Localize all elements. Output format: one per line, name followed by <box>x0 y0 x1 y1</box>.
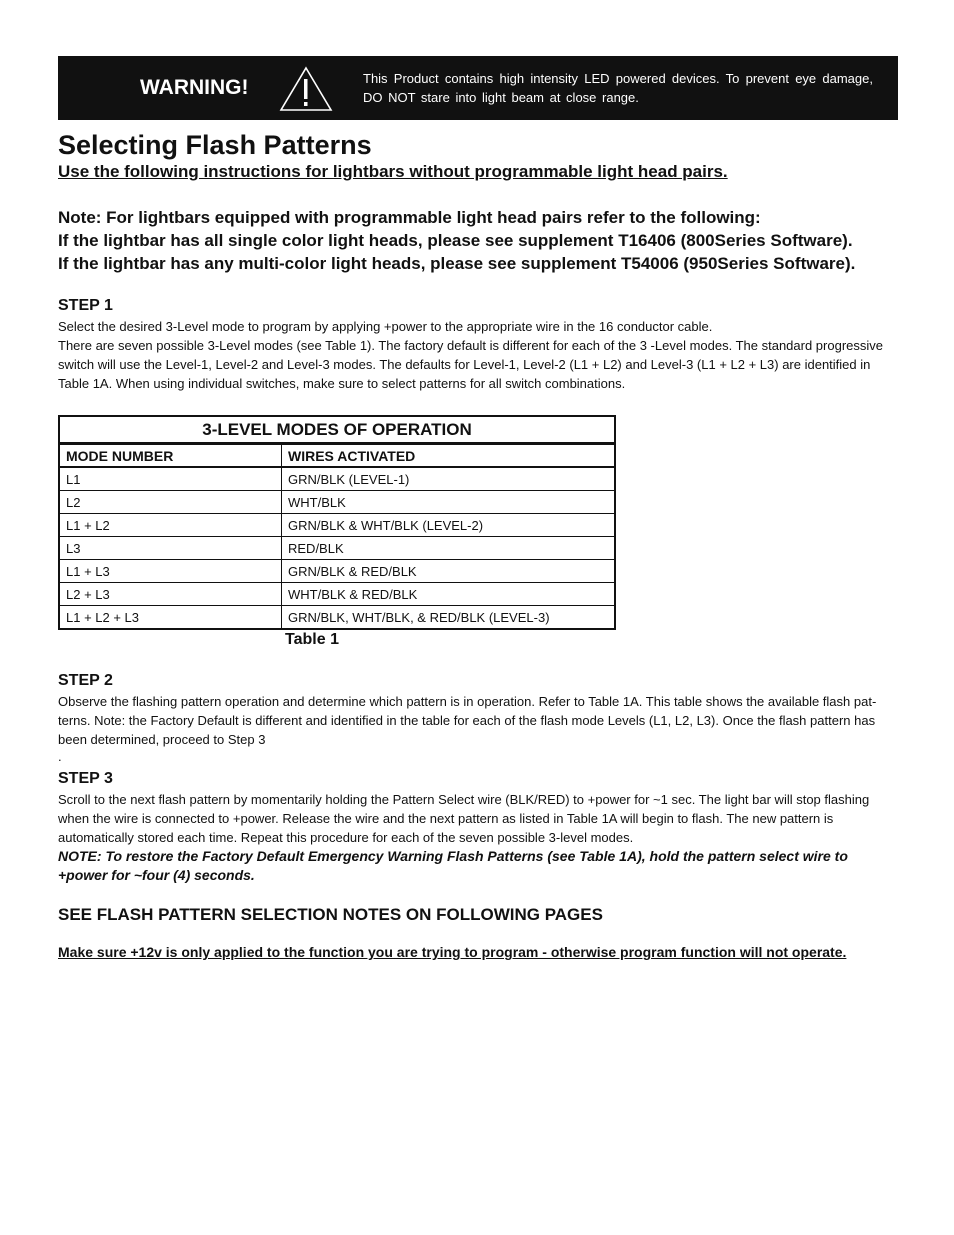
step3-paragraph: Scroll to the next flash pattern by momentarily holding the Pattern Select wire (BLK/RED) to +power for ~1 sec. The light bar will stop flashing when the wire is connected to +power. Release the wire and the next pattern as listed in Table 1A will begin to flash. The new pattern is automatically stored each time. Repeat this procedure for each of the seven possible 3-level modes. <box>58 792 870 845</box>
mode-cell: L1 + L2 + L3 <box>59 606 282 630</box>
power-warning-note: Make sure +12v is only applied to the function you are trying to program - otherwise program function will not operate. <box>58 944 847 960</box>
warning-title: WARNING! <box>140 76 249 99</box>
step2-paragraph: Observe the flashing pattern operation and determine which pattern is in operation. Refer to Table 1A. This table shows the available flash pat-terns. Note: the Factory Default is different and identified in the table for each of the flash mode Levels (L1, L2, L3). Once the flash pattern has been determined, proceed to Step 3 <box>58 694 877 747</box>
table-row <box>59 583 615 606</box>
document-page <box>58 56 898 962</box>
table-title: 3-LEVEL MODES OF OPERATION <box>59 416 615 444</box>
wires-cell: WHT/BLK & RED/BLK <box>282 583 616 606</box>
mode-cell: L1 <box>59 467 282 491</box>
column-header-mode: MODE NUMBER <box>59 444 282 468</box>
table-row <box>59 606 615 630</box>
warning-banner <box>58 56 898 120</box>
mode-cell: L1 + L2 <box>59 514 282 537</box>
step3-title: STEP 3 <box>58 770 113 787</box>
note-line: Note: For lightbars equipped with programmable light head pairs refer to the following: <box>58 208 761 227</box>
step1-paragraph: There are seven possible 3-Level modes (see Table 1). The factory default is different for each of the 3 -Level modes. The standard progressive switch will use the Level-1, Level-2 and Level-3 modes. The defaults for Level-1, Level-2 (L1 + L2) and Level-3 (L1 + L2 + L3) are identified in Table 1A. When using individual switches, make sure to select patterns for all switch combinations. <box>58 338 883 391</box>
modes-table <box>58 415 616 630</box>
column-header-wires: WIRES ACTIVATED <box>282 444 616 468</box>
table-row <box>59 537 615 560</box>
page-subtitle: Use the following instructions for lightbars without programmable light head pairs. <box>58 162 728 181</box>
table-row <box>59 514 615 537</box>
modes-table-container <box>58 415 616 649</box>
step1-title: STEP 1 <box>58 297 113 314</box>
mode-cell: L1 + L3 <box>59 560 282 583</box>
programmable-notes <box>58 206 898 275</box>
mode-cell: L2 <box>59 491 282 514</box>
wires-cell: RED/BLK <box>282 537 616 560</box>
step1-paragraph: Select the desired 3-Level mode to program by applying +power to the appropriate wire in the 16 conductor cable. <box>58 319 713 334</box>
note-line: If the lightbar has any multi-color light heads, please see supplement T54006 (950Series Software). <box>58 254 856 273</box>
table-row <box>59 560 615 583</box>
factory-default-note: NOTE: To restore the Factory Default Emergency Warning Flash Patterns (see Table 1A), hold the pattern select wire to +power for ~four (4) seconds. <box>58 848 848 883</box>
table-caption: Table 1 <box>285 631 339 648</box>
see-notes-heading: SEE FLASH PATTERN SELECTION NOTES ON FOLLOWING PAGES <box>58 905 603 924</box>
wires-cell: GRN/BLK & WHT/BLK (LEVEL-2) <box>282 514 616 537</box>
table-row <box>59 467 615 491</box>
wires-cell: GRN/BLK (LEVEL-1) <box>282 467 616 491</box>
mode-cell: L3 <box>59 537 282 560</box>
wires-cell: GRN/BLK & RED/BLK <box>282 560 616 583</box>
wires-cell: GRN/BLK, WHT/BLK, & RED/BLK (LEVEL-3) <box>282 606 616 630</box>
page-title: Selecting Flash Patterns <box>58 130 372 160</box>
warning-triangle-icon <box>278 65 334 118</box>
mode-cell: L2 + L3 <box>59 583 282 606</box>
table-row <box>59 491 615 514</box>
wires-cell: WHT/BLK <box>282 491 616 514</box>
step2-title: STEP 2 <box>58 672 113 689</box>
note-line: If the lightbar has all single color light heads, please see supplement T16406 (800Series Software). <box>58 231 853 250</box>
warning-text: This Product contains high intensity LED powered devices. To prevent eye damage, DO NOT stare into light beam at close range. <box>363 71 873 105</box>
stray-dot: . <box>58 749 62 764</box>
